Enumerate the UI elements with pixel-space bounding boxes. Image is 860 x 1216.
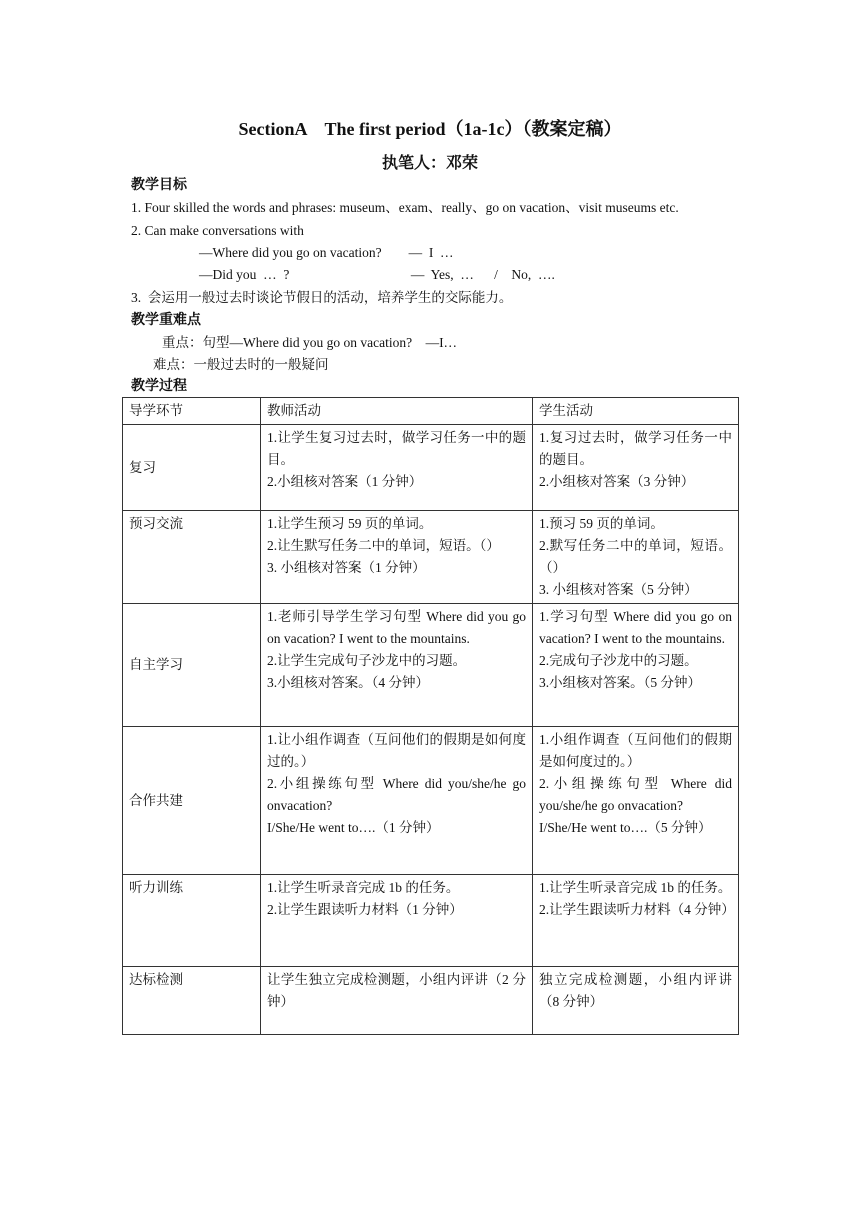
- teacher-activity-cell: [261, 604, 533, 727]
- teacher-activity-item: 让学生独立完成检测题，小组内评讲（2 分钟）: [267, 972, 526, 1009]
- student-activity-item: 1.小组作调查（互问他们的假期是如何度过的。）: [539, 732, 732, 769]
- teacher-activity-item: 1.让学生预习 59 页的单词。: [267, 516, 433, 531]
- teacher-activity-cell: [261, 875, 533, 967]
- objective-2: 2. Can make conversations with: [131, 223, 304, 238]
- student-activity-item: 1.学习句型 Where did you go on vacation? I went to the mountains.: [539, 609, 732, 646]
- table-row: [123, 425, 739, 511]
- student-activity-cell: [533, 425, 739, 511]
- column-header-student: 学生活动: [533, 398, 739, 425]
- document-title: SectionA The first period（1a-1c）（教案定稿）: [238, 119, 622, 139]
- student-activity-item: 2.小组操练句型 Where did you/she/he go onvacation?: [539, 776, 732, 813]
- student-activity-cell: [533, 604, 739, 727]
- teacher-activity-item: 1.老师引导学生学习句型 Where did you go on vacation? I went to the mountains.: [267, 609, 526, 646]
- student-activity-item: 2.小组核对答案（3 分钟）: [539, 474, 695, 489]
- stage-cell: 听力训练: [123, 875, 261, 967]
- stage-cell: 合作共建: [123, 727, 261, 875]
- table-row: [123, 511, 739, 604]
- table-row: [123, 604, 739, 727]
- student-activity-item: 3. 小组核对答案（5 分钟）: [539, 582, 698, 597]
- table-row: [123, 967, 739, 1035]
- teacher-activity-item: 2.小组操练句型 Where did you/she/he go onvacation?: [267, 776, 526, 813]
- teacher-activity-cell: [261, 425, 533, 511]
- objective-1: 1. Four skilled the words and phrases: museum、exam、really、go on vacation、visit museums etc.: [131, 200, 679, 215]
- stage-cell: 自主学习: [123, 604, 261, 727]
- column-header-teacher: 教师活动: [261, 398, 533, 425]
- student-activity-item: 2.完成句子沙龙中的习题。: [539, 653, 698, 668]
- teacher-activity-item: 1.让小组作调查（互问他们的假期是如何度过的。）: [267, 732, 526, 769]
- table-header-row: [123, 398, 739, 425]
- table-row: [123, 727, 739, 875]
- student-activity-item: 2.默写任务二中的单词，短语。（）: [539, 538, 732, 575]
- teacher-activity-cell: [261, 511, 533, 604]
- student-activity-item: 1.让学生听录音完成 1b 的任务。: [539, 880, 732, 895]
- stage-cell: 复习: [123, 425, 261, 511]
- teacher-activity-cell: [261, 727, 533, 875]
- student-activity-cell: [533, 875, 739, 967]
- teacher-activity-item: 1.让学生听录音完成 1b 的任务。: [267, 880, 460, 895]
- conversation-line-1: —Where did you go on vacation? — I …: [199, 245, 454, 260]
- table-row: [123, 875, 739, 967]
- student-activity-cell: [533, 511, 739, 604]
- stage-cell: 达标检测: [123, 967, 261, 1035]
- column-header-stage: 导学环节: [123, 398, 261, 425]
- teacher-activity-item: 2.让生默写任务二中的单词，短语。（）: [267, 538, 500, 553]
- keypoint-focus: 重点：句型—Where did you go on vacation? —I…: [162, 335, 458, 350]
- keypoint-difficulty: 难点：一般过去时的一般疑问: [153, 357, 329, 372]
- keypoints-heading: 教学重难点: [131, 313, 201, 328]
- teacher-activity-item: I/She/He went to….（1 分钟）: [267, 820, 440, 835]
- teacher-activity-item: 1.让学生复习过去时，做学习任务一中的题目。: [267, 430, 526, 467]
- student-activity-cell: [533, 967, 739, 1035]
- process-heading: 教学过程: [131, 379, 187, 394]
- student-activity-item: 独立完成检测题，小组内评讲（8 分钟）: [539, 972, 732, 1009]
- process-table: [122, 397, 739, 1035]
- student-activity-cell: [533, 727, 739, 875]
- student-activity-item: I/She/He went to….（5 分钟）: [539, 820, 712, 835]
- teacher-activity-item: 3. 小组核对答案（1 分钟）: [267, 560, 426, 575]
- author-line: 执笔人：邓荣: [381, 155, 478, 172]
- objectives-heading: 教学目标: [131, 178, 187, 193]
- student-activity-item: 3.小组核对答案。（5 分钟）: [539, 675, 701, 690]
- teacher-activity-item: 2.小组核对答案（1 分钟）: [267, 474, 423, 489]
- student-activity-item: 1.预习 59 页的单词。: [539, 516, 664, 531]
- student-activity-item: 2.让学生跟读听力材料（4 分钟）: [539, 902, 735, 917]
- teacher-activity-item: 2.让学生完成句子沙龙中的习题。: [267, 653, 467, 668]
- teacher-activity-item: 3.小组核对答案。（4 分钟）: [267, 675, 429, 690]
- conversation-line-2: —Did you … ? — Yes, … / No, ….: [199, 267, 555, 282]
- student-activity-item: 1.复习过去时，做学习任务一中的题目。: [539, 430, 732, 467]
- teacher-activity-item: 2.让学生跟读听力材料（1 分钟）: [267, 902, 463, 917]
- stage-cell: 预习交流: [123, 511, 261, 604]
- teacher-activity-cell: [261, 967, 533, 1035]
- objective-3: 3. 会运用一般过去时谈论节假日的活动，培养学生的交际能力。: [131, 290, 513, 305]
